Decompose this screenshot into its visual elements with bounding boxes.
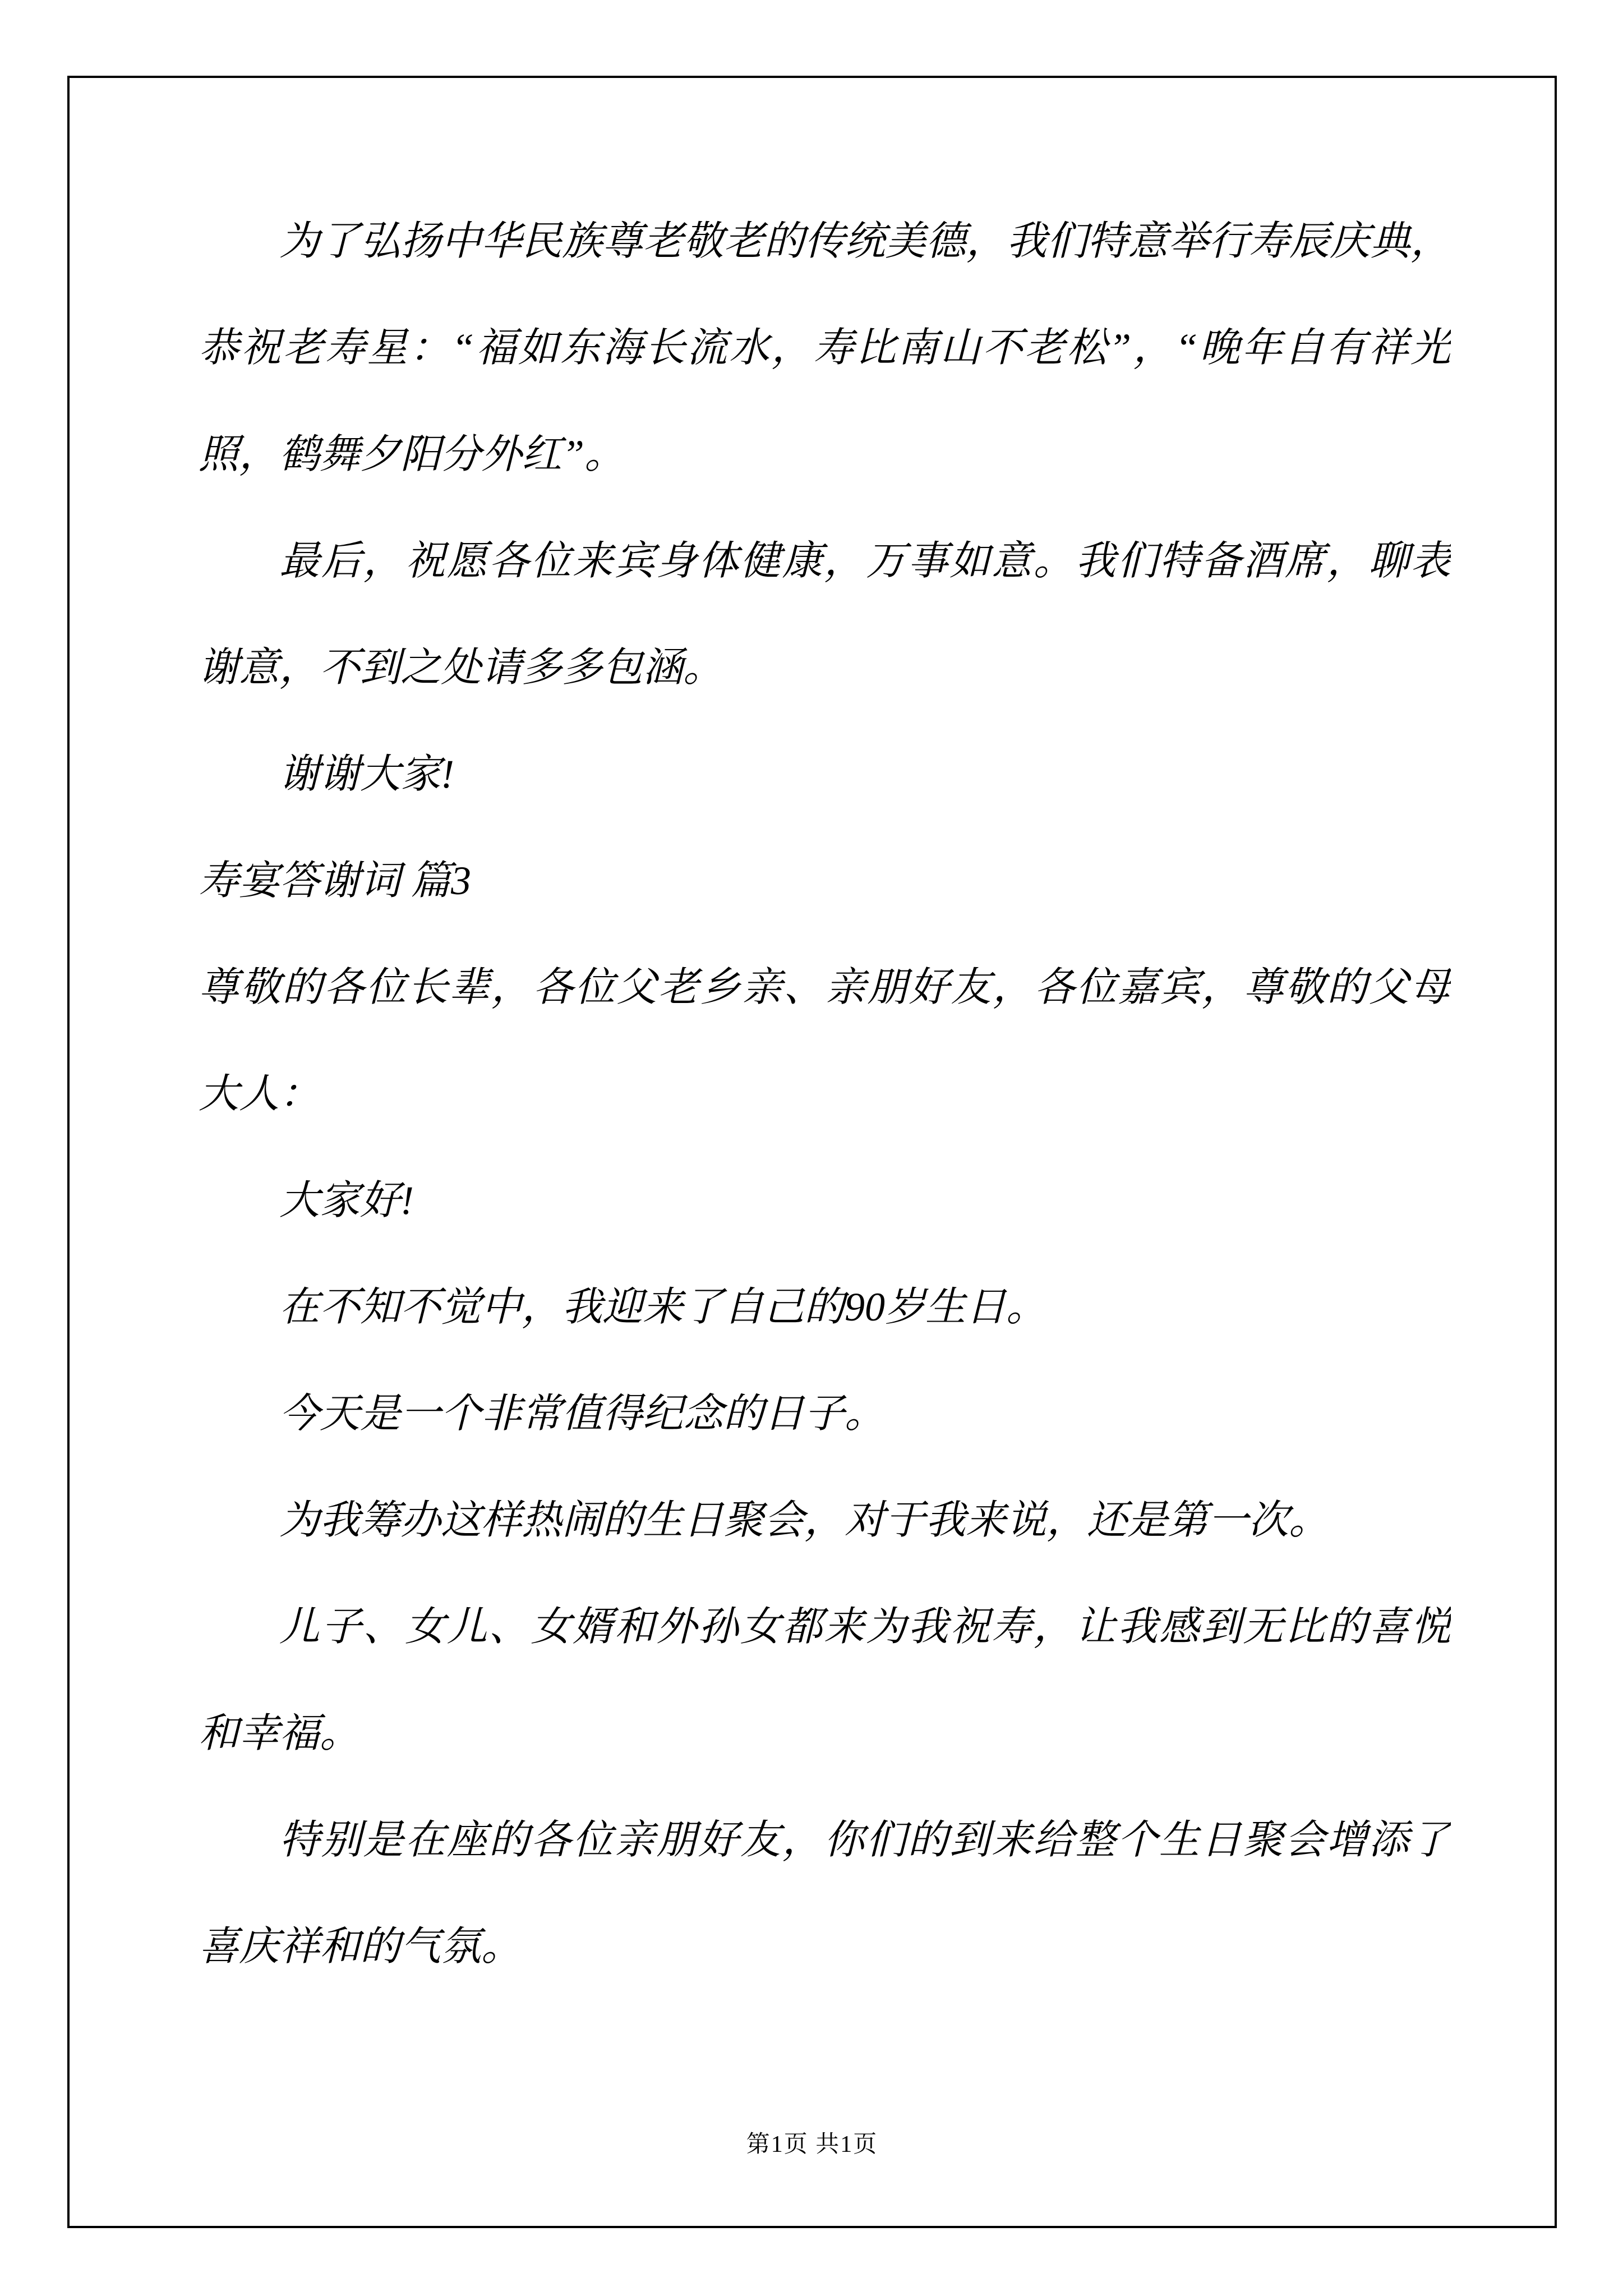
paragraph-line: 喜庆祥和的气氛。 [199, 1924, 522, 1969]
paragraph-line: 恭祝老寿星：“福如东海长流水，寿比南山不老松”，“晚年自有祥光 [199, 325, 1451, 370]
salutation-line: 大人： [199, 1071, 320, 1116]
paragraph-line: 在不知不觉中，我迎来了自己的90岁生日。 [279, 1285, 1047, 1329]
paragraph-line: 儿子、女儿、女婿和外孙女都来为我祝寿，让我感到无比的喜悦 [279, 1604, 1451, 1649]
section-title: 寿宴答谢词 篇3 [199, 858, 472, 903]
paragraph-line: 为了弘扬中华民族尊老敬老的传统美德，我们特意举行寿辰庆典， [279, 219, 1451, 264]
paragraph-line: 谢谢大家! [279, 752, 454, 797]
document-body [70, 78, 1555, 2000]
paragraph-line: 最后，祝愿各位来宾身体健康，万事如意。我们特备酒席，聊表 [279, 539, 1451, 583]
paragraph-line: 大家好! [279, 1178, 414, 1223]
paragraph-line: 照，鹤舞夕阳分外红”。 [199, 432, 625, 477]
paragraph-line: 为我筹办这样热闹的生日聚会，对于我来说，还是第一次。 [279, 1498, 1330, 1543]
page-number: 第1页 共1页 [746, 2132, 878, 2157]
paragraph-line: 特别是在座的各位亲朋好友，你们的到来给整个生日聚会增添了 [279, 1818, 1451, 1862]
paragraph-line: 和幸福。 [199, 1711, 361, 1756]
paragraph-line: 谢意，不到之处请多多包涵。 [199, 645, 724, 690]
paragraph-line: 今天是一个非常值得纪念的日子。 [279, 1391, 886, 1436]
page-border [67, 76, 1557, 2228]
salutation-line: 尊敬的各位长辈，各位父老乡亲、亲朋好友，各位嘉宾，尊敬的父母 [199, 965, 1451, 1010]
